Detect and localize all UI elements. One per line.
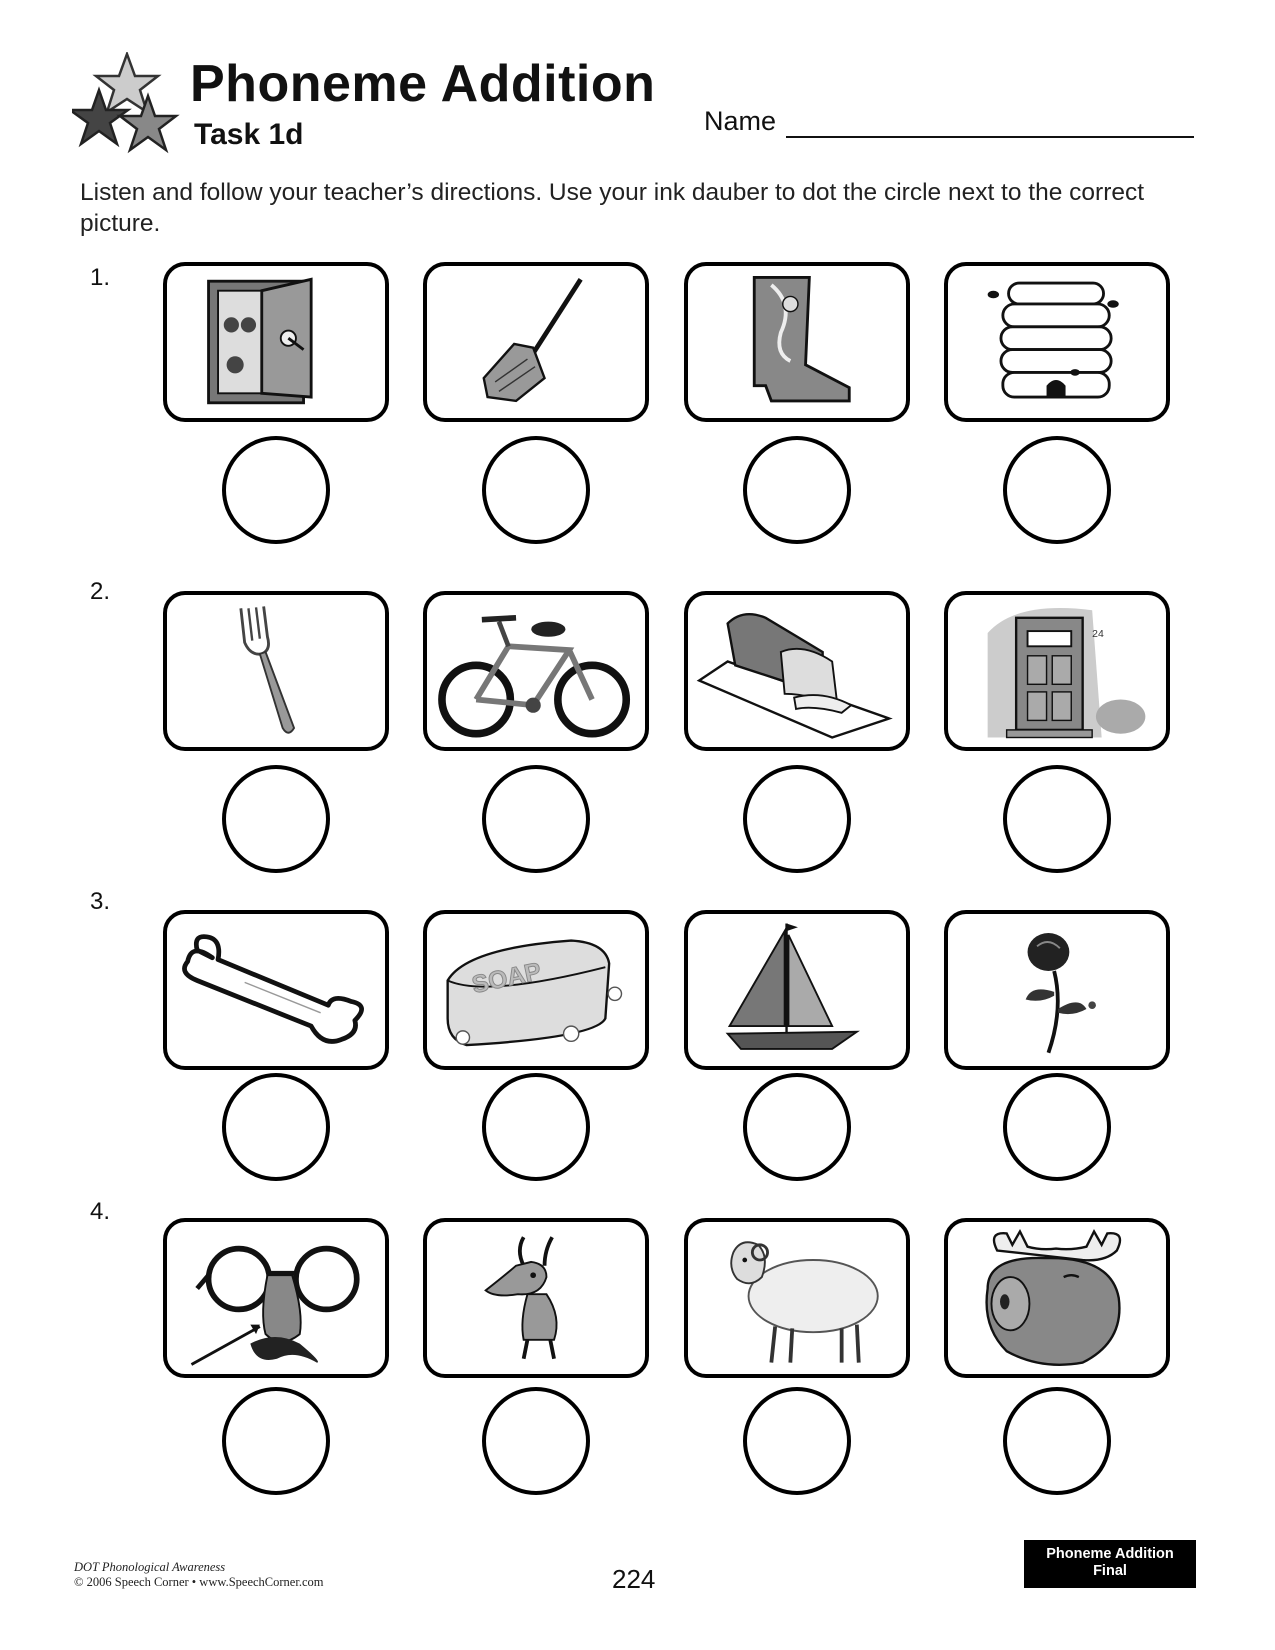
- sheep-icon: [688, 1222, 906, 1374]
- answer-circle[interactable]: [1003, 765, 1111, 873]
- question-number: 4.: [90, 1198, 111, 1225]
- picture-card-safe[interactable]: [163, 262, 389, 422]
- house-number: 24: [1092, 628, 1104, 640]
- boat-icon: [688, 914, 906, 1066]
- beehive-icon: [948, 266, 1166, 418]
- answer-circle[interactable]: [482, 1387, 590, 1495]
- stars-logo-icon: [72, 52, 182, 162]
- name-label: Name: [704, 106, 777, 136]
- soap-icon: [427, 914, 645, 1066]
- nose-glasses-icon: [167, 1222, 385, 1374]
- picture-card-moose[interactable]: [944, 1218, 1170, 1378]
- picture-card-door[interactable]: [944, 591, 1170, 751]
- picture-card-bread[interactable]: [684, 591, 910, 751]
- answer-circle[interactable]: [482, 765, 590, 873]
- fork-icon: [167, 595, 385, 747]
- picture-card-fork[interactable]: [163, 591, 389, 751]
- answer-circle[interactable]: [743, 1387, 851, 1495]
- badge-subtitle: Final: [1093, 1563, 1127, 1579]
- rose-icon: [948, 914, 1166, 1066]
- question-number: 1.: [90, 264, 111, 291]
- moose-icon: [948, 1222, 1166, 1374]
- broom-icon: [427, 266, 645, 418]
- picture-card-bike[interactable]: [423, 591, 649, 751]
- picture-card-boot[interactable]: [684, 262, 910, 422]
- answer-circle[interactable]: [743, 436, 851, 544]
- door-icon: [948, 595, 1166, 747]
- picture-card-goat[interactable]: [423, 1218, 649, 1378]
- bike-icon: [427, 595, 645, 747]
- answer-circle[interactable]: [743, 765, 851, 873]
- boot-icon: [688, 266, 906, 418]
- answer-circle[interactable]: [222, 1387, 330, 1495]
- page-title: Phoneme Addition: [190, 55, 656, 113]
- picture-card-soap[interactable]: [423, 910, 649, 1070]
- answer-circle[interactable]: [1003, 436, 1111, 544]
- picture-card-nose[interactable]: [163, 1218, 389, 1378]
- answer-circle[interactable]: [1003, 1387, 1111, 1495]
- soap-label: SOAP: [469, 958, 544, 1000]
- picture-card-bone[interactable]: [163, 910, 389, 1070]
- answer-circle[interactable]: [482, 1073, 590, 1181]
- picture-card-beehive[interactable]: [944, 262, 1170, 422]
- badge-title: Phoneme Addition: [1046, 1546, 1174, 1562]
- task-subtitle: Task 1d: [194, 118, 304, 151]
- goat-icon: [427, 1222, 645, 1374]
- copyright-text: © 2006 Speech Corner • www.SpeechCorner.com: [74, 1575, 324, 1589]
- safe-icon: [167, 266, 385, 418]
- book-title: DOT Phonological Awareness: [74, 1560, 226, 1574]
- picture-card-boat[interactable]: [684, 910, 910, 1070]
- name-field-line[interactable]: [786, 136, 1194, 138]
- bread-icon: [688, 595, 906, 747]
- page-number: 224: [612, 1564, 656, 1594]
- question-number: 3.: [90, 888, 111, 915]
- question-number: 2.: [90, 578, 111, 605]
- answer-circle[interactable]: [1003, 1073, 1111, 1181]
- answer-circle[interactable]: [482, 436, 590, 544]
- answer-circle[interactable]: [743, 1073, 851, 1181]
- footer-badge: [1024, 1540, 1196, 1588]
- answer-circle[interactable]: [222, 1073, 330, 1181]
- footer-credits: [74, 1560, 323, 1590]
- picture-card-rose[interactable]: [944, 910, 1170, 1070]
- answer-circle[interactable]: [222, 765, 330, 873]
- picture-card-sheep[interactable]: [684, 1218, 910, 1378]
- instructions-text: Listen and follow your teacher’s directions. Use your ink dauber to dot the circle next to the correct picture.: [80, 179, 1145, 237]
- answer-circle[interactable]: [222, 436, 330, 544]
- picture-card-broom[interactable]: [423, 262, 649, 422]
- bone-icon: [167, 914, 385, 1066]
